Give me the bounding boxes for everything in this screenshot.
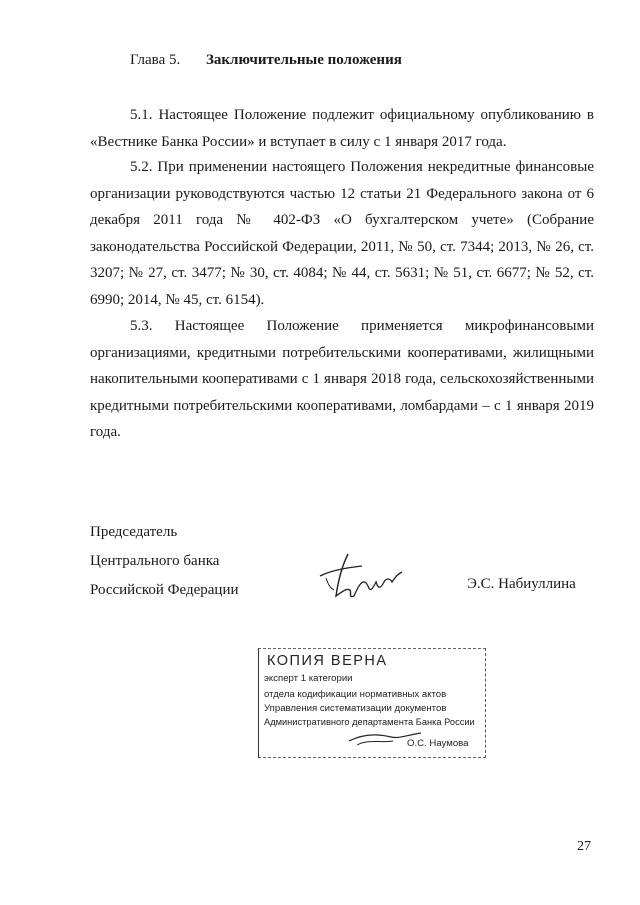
signatory-position-line-3: Российской Федерации <box>90 582 239 598</box>
copy-certified-stamp <box>258 648 486 758</box>
paragraph-5-2: 5.2. При применении настоящего Положения некредитные финансовые организации руководствуются частью 12 статьи 21 Федерального закона от 6 декабря 2011 года № 402-ФЗ «О бухгалтерском учете» (Собрание законодательства Российской Федерации, 2011, № 50, ст. 7344; 2013, № 26, ст. 3207; № 27, ст. 3477; № 30, ст. 4084; № 44, ст. 5631; № 51, ст. 6677; № 52, ст. 6990; 2014, № 45, ст. 6154). <box>90 159 594 308</box>
paragraph-5-3: 5.3. Настоящее Положение применяется микрофинансовыми организациями, кредитными потребительскими кооперативами, жилищными накопительными кооперативами с 1 января 2018 года, сельскохозяйственными кредитными потребительскими кооперативами, ломбардами – с 1 января 2019 года. <box>90 318 594 440</box>
signatory-position-line-1: Председатель <box>90 524 178 540</box>
page-number: 27 <box>577 839 591 854</box>
stamp-line: эксперт 1 категории <box>264 673 353 684</box>
stamp-line: Административного департамента Банка России <box>264 717 475 728</box>
paragraph-5-1: 5.1. Настоящее Положение подлежит официальному опубликованию в «Вестнике Банка России» и вступает в силу с 1 января 2017 года. <box>90 107 594 150</box>
chapter-title: Заключительные положения <box>206 52 402 68</box>
handwritten-signature <box>312 548 422 608</box>
stamp-line: Управления систематизации документов <box>264 703 447 714</box>
signer-name: Э.С. Набиуллина <box>467 576 576 592</box>
stamp-name: О.С. Наумова <box>407 738 469 749</box>
chapter-heading <box>130 52 402 69</box>
stamp-title: КОПИЯ ВЕРНА <box>267 653 388 669</box>
signatory-title <box>90 518 239 605</box>
stamp-line: отдела кодификации нормативных актов <box>264 689 447 700</box>
signatory-position-line-2: Центрального банка <box>90 553 220 569</box>
chapter-number: Глава 5. <box>130 52 181 68</box>
